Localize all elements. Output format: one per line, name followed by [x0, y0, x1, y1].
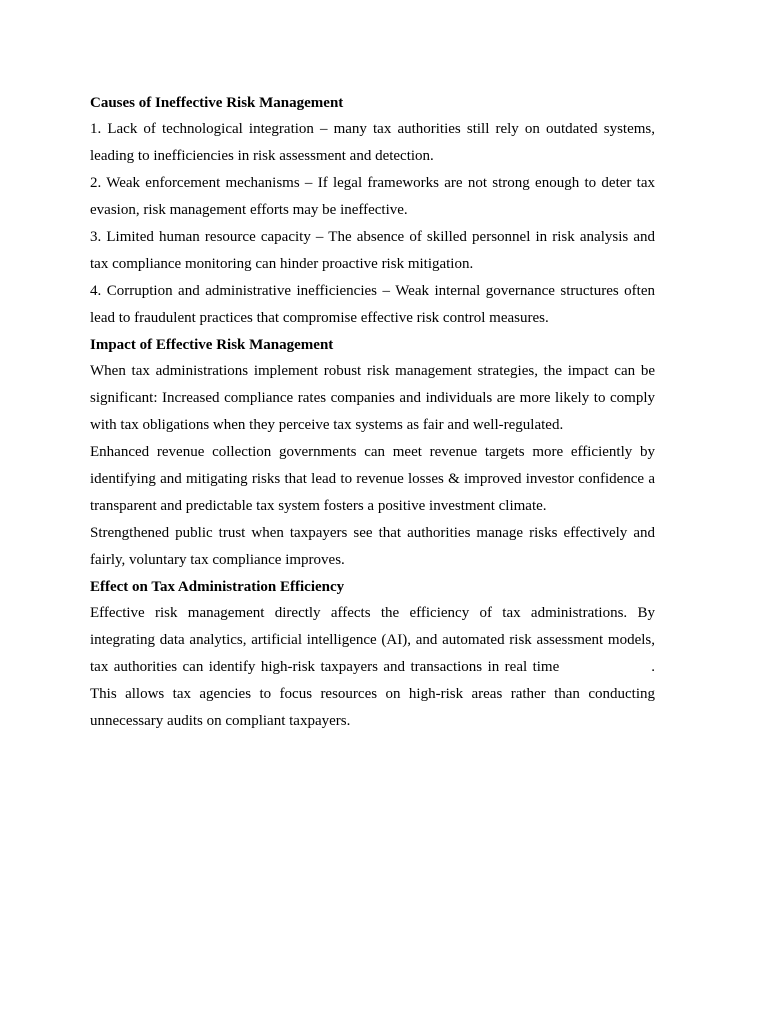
paragraph-cause-2: 2. Weak enforcement mechanisms – If legal frameworks are not strong enough to deter tax evasion, risk management efforts may be ineffective.: [90, 175, 655, 218]
paragraph-effect-1: [90, 600, 655, 681]
paragraph-impact-2: Enhanced revenue collection governments can meet revenue targets more efficiently by identifying and mitigating risks that lead to revenue losses & improved investor confidence a transparent and predictable tax system fosters a positive investment climate.: [90, 444, 655, 514]
paragraph-cause-4: 4. Corruption and administrative inefficiencies – Weak internal governance structures often lead to fraudulent practices that compromise effective risk control measures.: [90, 283, 655, 326]
paragraph-cause-1: 1. Lack of technological integration – many tax authorities still rely on outdated systems, leading to inefficiencies in risk assessment and detection.: [90, 121, 655, 164]
paragraph-effect-1-period: .: [651, 659, 655, 675]
heading-causes: Causes of Ineffective Risk Management: [90, 95, 344, 111]
heading-impact: Impact of Effective Risk Management: [90, 337, 334, 353]
document-body: [90, 90, 655, 735]
paragraph-effect-2: This allows tax agencies to focus resources on high-risk areas rather than conducting unnecessary audits on compliant taxpayers.: [90, 686, 655, 729]
paragraph-impact-1: When tax administrations implement robust risk management strategies, the impact can be significant: Increased compliance rates companies and individuals are more likely to comply with tax obligations when they perceive tax systems as fair and well-regulated.: [90, 363, 655, 433]
paragraph-impact-3: Strengthened public trust when taxpayers see that authorities manage risks effectively and fairly, voluntary tax compliance improves.: [90, 525, 655, 568]
paragraph-effect-1-text: Effective risk management directly affects the efficiency of tax administrations. By integrating data analytics, artificial intelligence (AI), and automated risk assessment models, tax authorities can identify high-risk taxpayers and transactions in real time: [90, 605, 655, 675]
heading-effect: Effect on Tax Administration Efficiency: [90, 579, 345, 595]
paragraph-cause-3: 3. Limited human resource capacity – The absence of skilled personnel in risk analysis and tax compliance monitoring can hinder proactive risk mitigation.: [90, 229, 655, 272]
